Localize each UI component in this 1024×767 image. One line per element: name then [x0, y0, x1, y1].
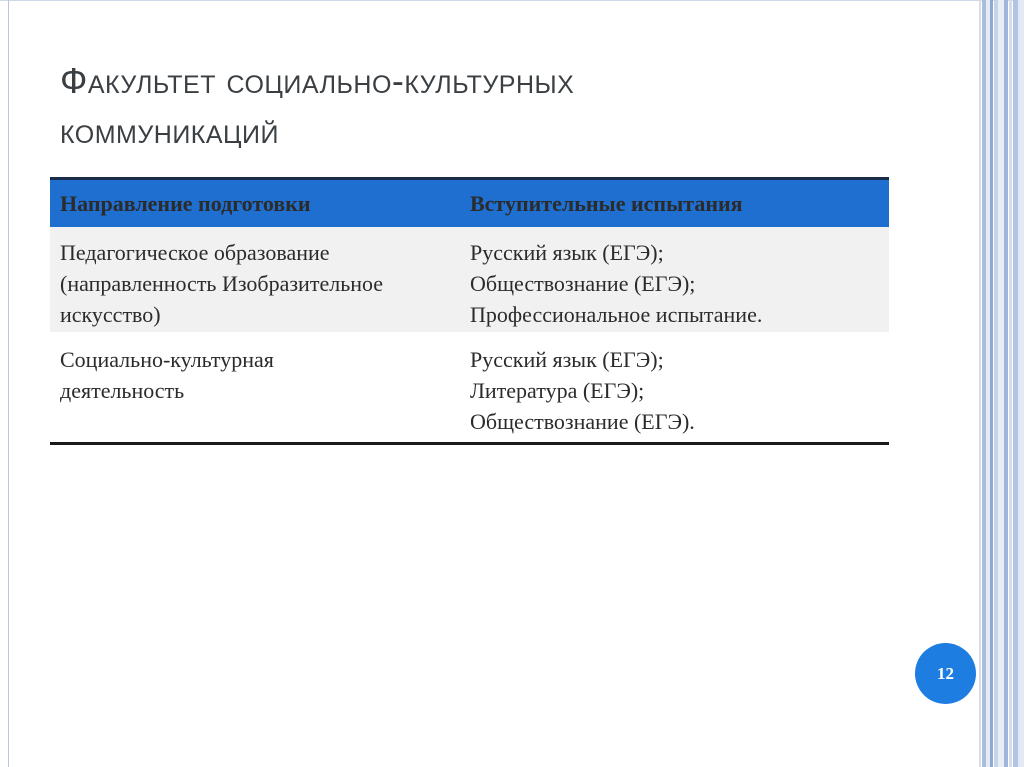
exam-line: Русский язык (ЕГЭ);: [469, 240, 664, 265]
frame-left-border: [8, 0, 9, 767]
exam-line: Профессиональное испытание.: [469, 302, 763, 327]
decorative-stripe: [1009, 0, 1012, 767]
admission-table: [50, 177, 889, 445]
direction-line: (направленность Изобразительное: [60, 271, 384, 296]
frame-top-border: [0, 0, 1024, 1]
table-header-row: [50, 179, 889, 228]
table-row: [50, 332, 889, 444]
decorative-stripe: [1018, 0, 1024, 767]
exam-line: Обществознание (ЕГЭ);: [469, 271, 696, 296]
slide-title-line-1: Факультет социально-культурных: [60, 60, 575, 101]
direction-line: искусство): [60, 302, 161, 327]
exam-line: Русский язык (ЕГЭ);: [469, 347, 664, 372]
decorative-stripe: [1004, 0, 1008, 767]
slide-title-line-2: коммуникаций: [60, 110, 279, 151]
exams-cell: [460, 227, 889, 332]
exam-line: Обществознание (ЕГЭ).: [469, 409, 695, 434]
table-row: [50, 227, 889, 332]
header-exams: Вступительные испытания: [469, 191, 743, 216]
slide-title: [60, 56, 860, 156]
page-number: 12: [937, 663, 954, 683]
exam-line: Литература (ЕГЭ);: [469, 378, 645, 403]
direction-line: деятельность: [60, 378, 185, 403]
decorative-stripe: [979, 0, 981, 767]
direction-line: Педагогическое образование: [60, 240, 330, 265]
decorative-stripe: [990, 0, 993, 767]
direction-cell: [50, 332, 460, 444]
header-direction: Направление подготовки: [60, 191, 311, 216]
page-number-badge: [915, 643, 976, 704]
direction-cell: [50, 227, 460, 332]
direction-line: Социально-культурная: [60, 347, 274, 372]
exams-cell: [460, 332, 889, 444]
